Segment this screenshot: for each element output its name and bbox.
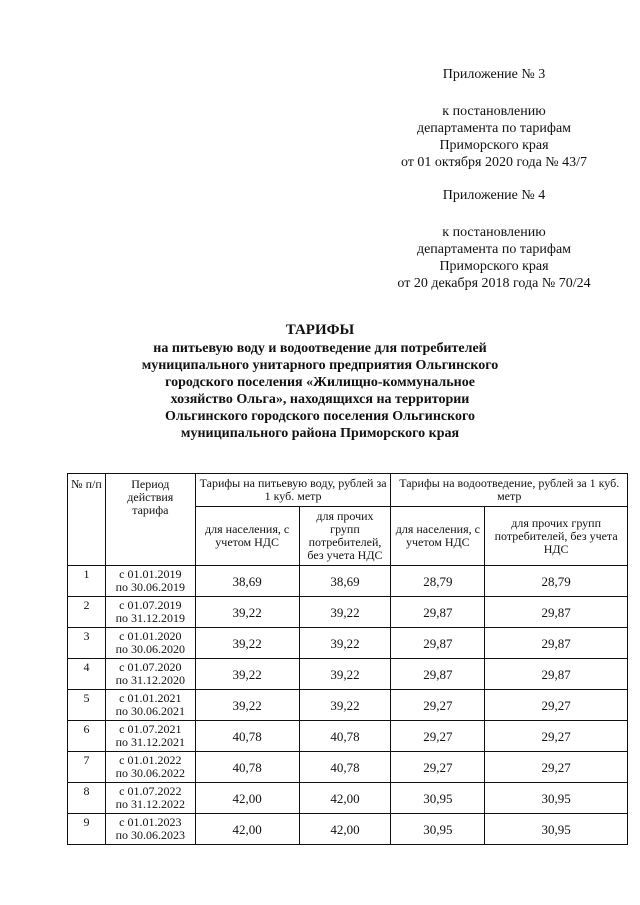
- period-to: по 31.12.2021: [115, 735, 186, 749]
- table-row: [68, 628, 628, 659]
- sewer-other-value: 29,27: [485, 690, 628, 721]
- document-subtitle-line: на питьевую воду и водоотведение для потребителей: [153, 341, 487, 356]
- row-number: 2: [68, 597, 106, 628]
- tariff-table-body: [68, 566, 628, 845]
- table-row: [68, 752, 628, 783]
- water-other-value: 40,78: [299, 752, 391, 783]
- period-to: по 30.06.2019: [115, 580, 186, 594]
- row-period: [105, 566, 195, 597]
- water-population-value: 39,22: [195, 690, 299, 721]
- appendix-4-line: от 20 декабря 2018 года № 70/24: [397, 276, 591, 291]
- sewer-population-value: 29,87: [391, 628, 485, 659]
- sewer-other-value: 29,87: [485, 628, 628, 659]
- header-water-other: для прочих групп потребителей, без учета НДС: [299, 507, 391, 566]
- water-other-value: 42,00: [299, 814, 391, 845]
- water-other-value: 38,69: [299, 566, 391, 597]
- document-subtitle-line: хозяйство Ольга», находящихся на территории: [170, 392, 470, 407]
- row-number: 8: [68, 783, 106, 814]
- water-population-value: 40,78: [195, 752, 299, 783]
- period-to: по 31.12.2020: [115, 673, 186, 687]
- appendix-3-line: Приморского края: [439, 138, 549, 153]
- row-period: [105, 814, 195, 845]
- header-sewer-group: Тарифы на водоотведение, рублей за 1 куб. метр: [391, 474, 628, 507]
- period-from: с 01.01.2023: [119, 815, 182, 829]
- sewer-other-value: 30,95: [485, 783, 628, 814]
- water-other-value: 42,00: [299, 783, 391, 814]
- row-number: 7: [68, 752, 106, 783]
- period-to: по 30.06.2023: [115, 828, 186, 842]
- sewer-population-value: 29,87: [391, 597, 485, 628]
- document-subtitle-line: городского поселения «Жилищно-коммунальное: [165, 375, 475, 390]
- period-to: по 31.12.2019: [115, 611, 186, 625]
- row-period: [105, 752, 195, 783]
- water-population-value: 39,22: [195, 659, 299, 690]
- water-population-value: 42,00: [195, 814, 299, 845]
- row-period: [105, 628, 195, 659]
- period-from: с 01.07.2021: [119, 722, 182, 736]
- period-from: с 01.01.2021: [119, 691, 182, 705]
- water-population-value: 38,69: [195, 566, 299, 597]
- appendix-4-line: Приморского края: [439, 259, 549, 274]
- water-other-value: 39,22: [299, 659, 391, 690]
- period-from: с 01.01.2020: [119, 629, 182, 643]
- table-row: [68, 721, 628, 752]
- row-number: 4: [68, 659, 106, 690]
- table-row: [68, 659, 628, 690]
- row-period: [105, 597, 195, 628]
- sewer-other-value: 29,27: [485, 721, 628, 752]
- period-from: с 01.07.2020: [119, 660, 182, 674]
- header-period: Период действия тарифа: [105, 474, 195, 566]
- table-row: [68, 566, 628, 597]
- sewer-other-value: 28,79: [485, 566, 628, 597]
- document-subtitle-line: Ольгинского городского поселения Ольгинского: [164, 409, 475, 424]
- sewer-population-value: 28,79: [391, 566, 485, 597]
- period-from: с 01.01.2022: [119, 753, 182, 767]
- period-to: по 30.06.2021: [115, 704, 186, 718]
- period-from: с 01.07.2022: [119, 784, 182, 798]
- header-num: № п/п: [68, 474, 106, 566]
- sewer-population-value: 30,95: [391, 783, 485, 814]
- period-to: по 30.06.2020: [115, 642, 186, 656]
- sewer-population-value: 29,87: [391, 659, 485, 690]
- water-other-value: 39,22: [299, 690, 391, 721]
- row-number: 9: [68, 814, 106, 845]
- appendix-4-line: к постановлению: [442, 225, 546, 240]
- water-other-value: 39,22: [299, 597, 391, 628]
- appendix-3-line: от 01 октября 2020 года № 43/7: [400, 155, 588, 170]
- water-population-value: 39,22: [195, 628, 299, 659]
- row-period: [105, 690, 195, 721]
- sewer-other-value: 29,87: [485, 659, 628, 690]
- row-number: 6: [68, 721, 106, 752]
- appendix-3-header: [360, 66, 628, 171]
- document-subtitle-line: муниципального района Приморского края: [180, 426, 460, 441]
- row-period: [105, 721, 195, 752]
- table-row: [68, 690, 628, 721]
- table-row: [68, 597, 628, 628]
- header-water-group: Тарифы на питьевую воду, рублей за 1 куб. метр: [195, 474, 391, 507]
- period-from: с 01.07.2019: [119, 598, 182, 612]
- header-sewer-population: для населения, с учетом НДС: [391, 507, 485, 566]
- appendix-4-header: [360, 187, 628, 292]
- sewer-population-value: 29,27: [391, 752, 485, 783]
- appendix-3-title: Приложение № 3: [442, 67, 546, 82]
- document-title: ТАРИФЫ: [285, 322, 355, 338]
- period-to: по 30.06.2022: [115, 766, 186, 780]
- row-number: 5: [68, 690, 106, 721]
- period-from: с 01.01.2019: [119, 567, 182, 581]
- water-population-value: 39,22: [195, 597, 299, 628]
- appendix-3-line: департамента по тарифам: [416, 121, 572, 136]
- row-number: 3: [68, 628, 106, 659]
- header-water-population: для населения, с учетом НДС: [195, 507, 299, 566]
- row-number: 1: [68, 566, 106, 597]
- appendix-4-line: департамента по тарифам: [416, 242, 572, 257]
- period-to: по 31.12.2022: [115, 797, 186, 811]
- sewer-population-value: 29,27: [391, 690, 485, 721]
- sewer-population-value: 30,95: [391, 814, 485, 845]
- table-row: [68, 783, 628, 814]
- sewer-population-value: 29,27: [391, 721, 485, 752]
- header-sewer-other: для прочих групп потребителей, без учета НДС: [485, 507, 628, 566]
- sewer-other-value: 30,95: [485, 814, 628, 845]
- water-population-value: 40,78: [195, 721, 299, 752]
- water-population-value: 42,00: [195, 783, 299, 814]
- water-other-value: 39,22: [299, 628, 391, 659]
- row-period: [105, 783, 195, 814]
- appendix-3-line: к постановлению: [442, 104, 546, 119]
- tariff-table: [67, 473, 628, 845]
- document-subtitle-line: муниципального унитарного предприятия Ольгинского: [141, 358, 499, 373]
- table-row: [68, 814, 628, 845]
- sewer-other-value: 29,27: [485, 752, 628, 783]
- document-title-block: [120, 322, 520, 442]
- appendix-4-title: Приложение № 4: [442, 188, 546, 203]
- row-period: [105, 659, 195, 690]
- water-other-value: 40,78: [299, 721, 391, 752]
- sewer-other-value: 29,87: [485, 597, 628, 628]
